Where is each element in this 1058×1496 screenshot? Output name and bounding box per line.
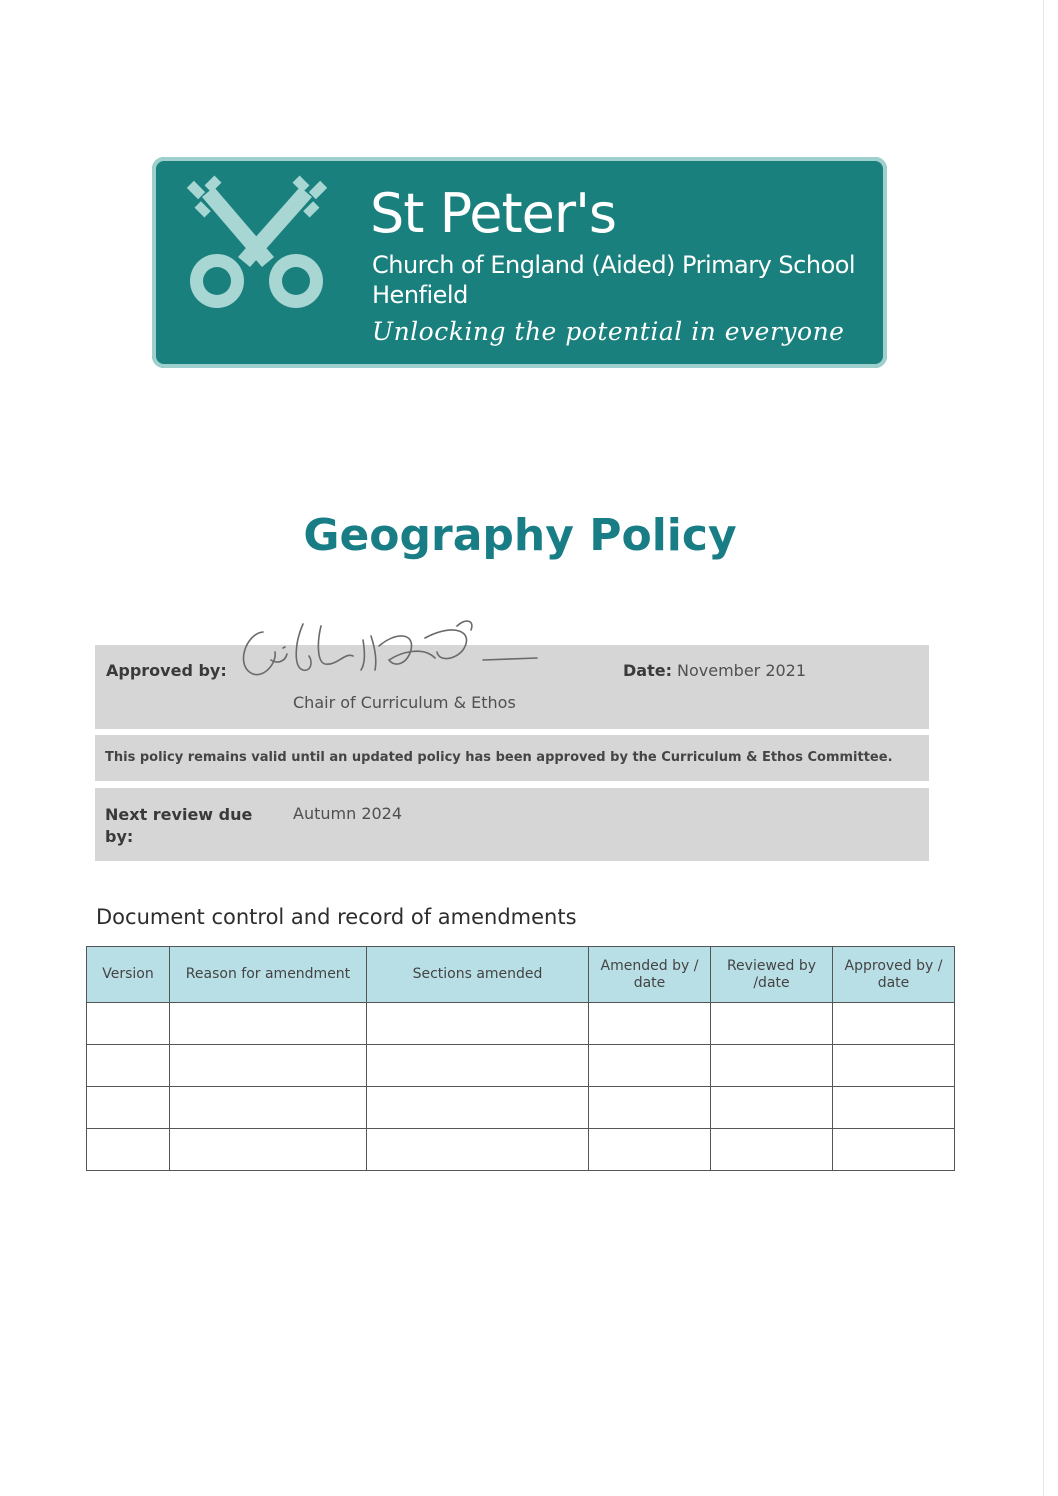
review-value: Autumn 2024 [293, 804, 403, 823]
table-cell[interactable] [87, 1087, 170, 1129]
table-row [87, 1003, 955, 1045]
column-header: Sections amended [367, 947, 589, 1003]
review-label-line2: by: [105, 827, 134, 846]
amendments-table [86, 946, 955, 1171]
table-cell[interactable] [367, 1003, 589, 1045]
review-label [105, 804, 252, 848]
school-motto: Unlocking the potential in everyone [372, 317, 845, 346]
school-subtitle-line1: Church of England (Aided) Primary School [372, 251, 856, 279]
validity-note: This policy remains valid until an updated policy has been approved by the Curriculum & Ethos Committee. [105, 750, 893, 765]
table-cell[interactable] [170, 1003, 367, 1045]
column-header: Amended by / date [589, 947, 711, 1003]
table-cell[interactable] [589, 1045, 711, 1087]
approver-role: Chair of Curriculum & Ethos [293, 693, 516, 712]
table-cell[interactable] [589, 1087, 711, 1129]
table-cell[interactable] [367, 1129, 589, 1171]
school-subtitle [372, 250, 855, 310]
table-row [87, 1087, 955, 1129]
date-value: November 2021 [677, 661, 807, 680]
table-row [87, 1129, 955, 1171]
school-banner [152, 157, 887, 368]
table-cell[interactable] [170, 1129, 367, 1171]
table-cell[interactable] [367, 1045, 589, 1087]
table-cell[interactable] [711, 1045, 833, 1087]
column-header: Version [87, 947, 170, 1003]
column-header: Reason for amendment [170, 947, 367, 1003]
date-label: Date: [623, 661, 672, 680]
table-row [87, 1045, 955, 1087]
table-cell[interactable] [833, 1003, 955, 1045]
school-name: St Peter's [370, 182, 617, 245]
page-title: Geography Policy [303, 510, 737, 561]
table-cell[interactable] [589, 1003, 711, 1045]
table-cell[interactable] [711, 1087, 833, 1129]
amendments-heading: Document control and record of amendments [96, 905, 577, 929]
page-edge [1043, 0, 1044, 1496]
table-cell[interactable] [711, 1129, 833, 1171]
column-header: Approved by / date [833, 947, 955, 1003]
approved-by-label: Approved by: [106, 661, 227, 680]
table-cell[interactable] [589, 1129, 711, 1171]
table-cell[interactable] [87, 1045, 170, 1087]
table-cell[interactable] [170, 1087, 367, 1129]
table-cell[interactable] [833, 1129, 955, 1171]
review-label-line1: Next review due [105, 805, 253, 824]
table-cell[interactable] [87, 1129, 170, 1171]
table-cell[interactable] [833, 1045, 955, 1087]
table-cell[interactable] [833, 1087, 955, 1129]
table-header-row [87, 947, 955, 1003]
signature-image [225, 612, 585, 687]
table-cell[interactable] [367, 1087, 589, 1129]
school-subtitle-line2: Henfield [372, 281, 468, 309]
crossed-keys-icon [182, 175, 332, 315]
table-cell[interactable] [711, 1003, 833, 1045]
column-header: Reviewed by /date [711, 947, 833, 1003]
table-cell[interactable] [87, 1003, 170, 1045]
table-cell[interactable] [170, 1045, 367, 1087]
